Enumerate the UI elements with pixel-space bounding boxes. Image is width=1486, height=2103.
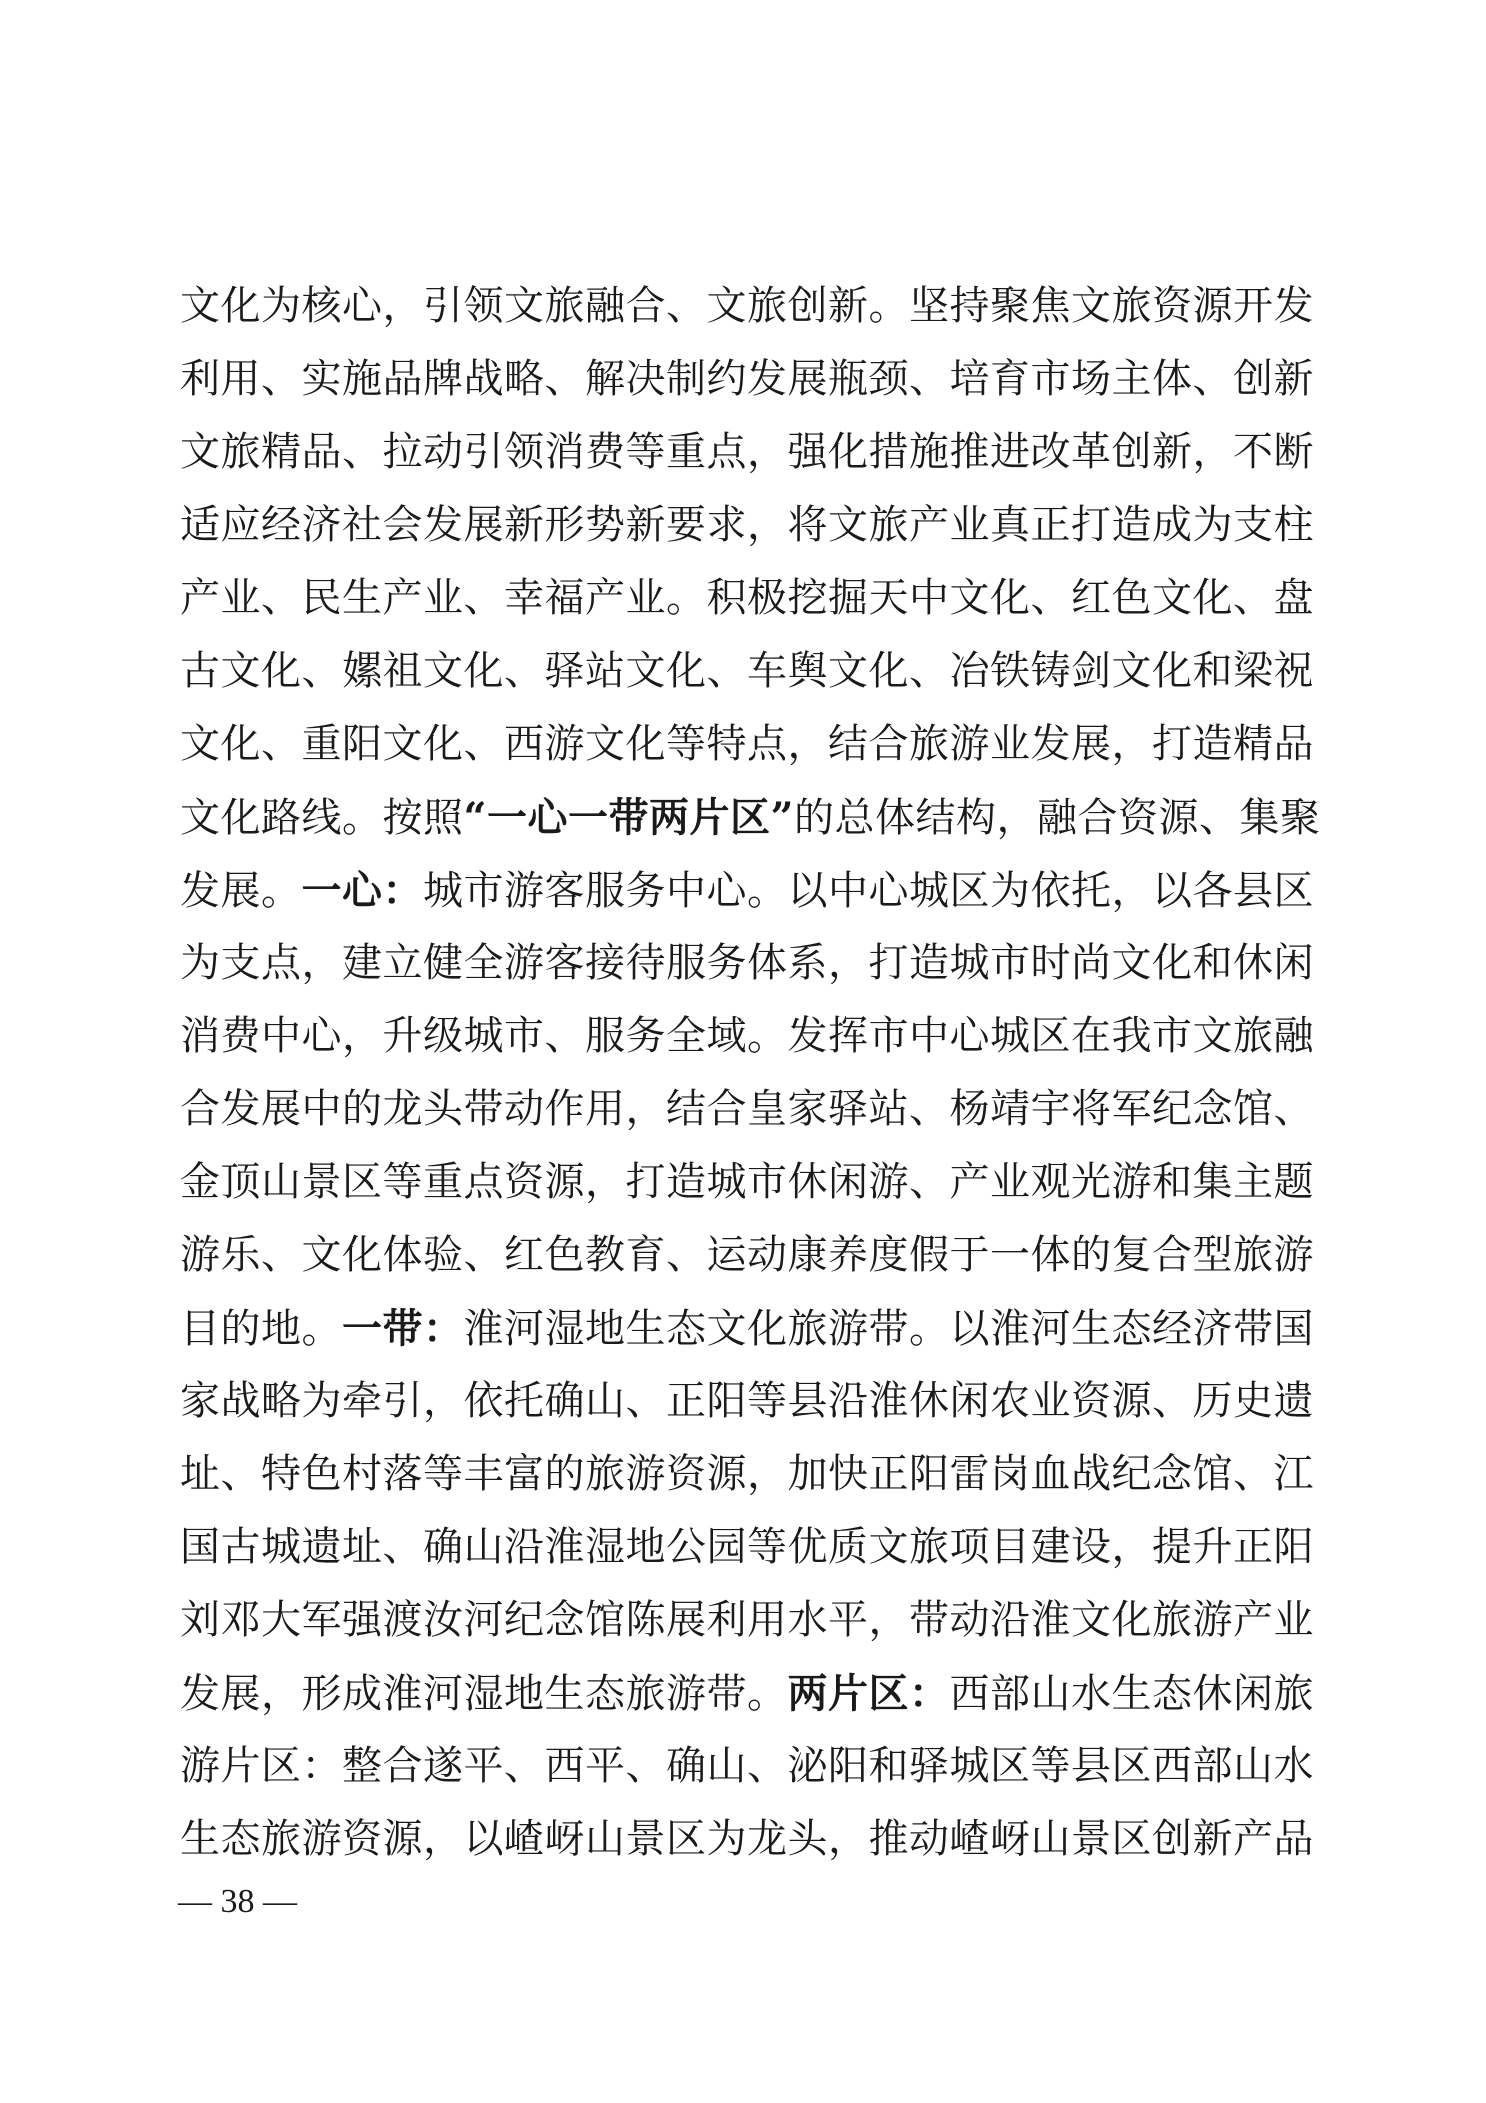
text-line xyxy=(180,635,1314,708)
text-line xyxy=(180,416,1314,489)
body-text-segment: 合发展中的龙头带动作用，结合皇家驿站、杨靖宇将军纪念馆、 xyxy=(180,1086,1314,1132)
body-text-segment: 文化路线。按照 xyxy=(180,795,464,841)
body-text-segment: 古文化、嫘祖文化、驿站文化、车舆文化、冶铁铸剑文化和梁祝 xyxy=(180,648,1314,694)
text-line xyxy=(180,1803,1314,1876)
text-line xyxy=(180,1146,1314,1219)
body-text-segment: 游片区：整合遂平、西平、确山、泌阳和驿城区等县区西部山水 xyxy=(180,1743,1314,1789)
body-text-segment: 生态旅游资源，以嵖岈山景区为龙头，推动嵖岈山景区创新产品 xyxy=(180,1816,1314,1862)
text-line xyxy=(180,343,1314,416)
text-line xyxy=(180,1000,1314,1073)
text-line xyxy=(180,854,1314,927)
text-line xyxy=(180,1511,1314,1584)
body-text-segment: 消费中心，升级城市、服务全域。发挥市中心城区在我市文旅融 xyxy=(180,1013,1314,1059)
bold-heading-text: “一心一带两片区” xyxy=(463,794,795,841)
body-text-segment: 文旅精品、拉动引领消费等重点，强化措施推进改革创新，不断 xyxy=(180,429,1314,475)
text-line xyxy=(180,1073,1314,1146)
bold-heading-text: 一带： xyxy=(342,1305,464,1352)
text-line xyxy=(180,708,1314,781)
document-body xyxy=(180,270,1321,1876)
body-text-segment: 文化、重阳文化、西游文化等特点，结合旅游业发展，打造精品 xyxy=(180,721,1314,767)
text-line xyxy=(180,927,1314,1000)
text-line xyxy=(180,489,1314,562)
text-line xyxy=(180,1730,1314,1803)
body-text-segment: 城市游客服务中心。以中心城区为依托，以各县区 xyxy=(423,868,1314,914)
text-line xyxy=(180,270,1314,343)
text-line xyxy=(180,781,1321,854)
text-line xyxy=(180,1657,1314,1730)
text-line xyxy=(180,1365,1314,1438)
body-text-segment: 址、特色村落等丰富的旅游资源，加快正阳雷岗血战纪念馆、江 xyxy=(180,1451,1314,1497)
body-text-segment: 目的地。 xyxy=(180,1306,342,1352)
bold-heading-text: 两片区： xyxy=(787,1670,950,1717)
body-text-segment: 文化为核心，引领文旅融合、文旅创新。坚持聚焦文旅资源开发 xyxy=(180,283,1314,329)
body-text-segment: 产业、民生产业、幸福产业。积极挖掘天中文化、红色文化、盘 xyxy=(180,575,1314,621)
body-text-segment: 的总体结构，融合资源、集聚 xyxy=(794,795,1321,841)
body-text-segment: 金顶山景区等重点资源，打造城市休闲游、产业观光游和集主题 xyxy=(180,1159,1314,1205)
page-number: — 38 — xyxy=(178,1883,297,1920)
body-text-segment: 利用、实施品牌战略、解决制约发展瓶颈、培育市场主体、创新 xyxy=(180,356,1314,402)
text-line xyxy=(180,1292,1314,1365)
text-line xyxy=(180,1219,1314,1292)
body-text-segment: 刘邓大军强渡汝河纪念馆陈展利用水平，带动沿淮文化旅游产业 xyxy=(180,1597,1314,1643)
body-text-segment: 游乐、文化体验、红色教育、运动康养度假于一体的复合型旅游 xyxy=(180,1232,1314,1278)
bold-heading-text: 一心： xyxy=(301,867,423,914)
body-text-segment: 发展，形成淮河湿地生态旅游带。 xyxy=(180,1671,788,1717)
body-text-segment: 国古城遗址、确山沿淮湿地公园等优质文旅项目建设，提升正阳 xyxy=(180,1524,1314,1570)
body-text-segment: 发展。 xyxy=(180,868,302,914)
body-text-segment: 西部山水生态休闲旅 xyxy=(949,1671,1314,1717)
body-text-segment: 淮河湿地生态文化旅游带。以淮河生态经济带国 xyxy=(463,1306,1314,1352)
text-line xyxy=(180,1438,1314,1511)
body-text-segment: 适应经济社会发展新形势新要求，将文旅产业真正打造成为支柱 xyxy=(180,502,1314,548)
body-text-segment: 家战略为牵引，依托确山、正阳等县沿淮休闲农业资源、历史遗 xyxy=(180,1378,1314,1424)
body-text-segment: 为支点，建立健全游客接待服务体系，打造城市时尚文化和休闲 xyxy=(180,940,1314,986)
text-line xyxy=(180,562,1314,635)
text-line xyxy=(180,1584,1314,1657)
